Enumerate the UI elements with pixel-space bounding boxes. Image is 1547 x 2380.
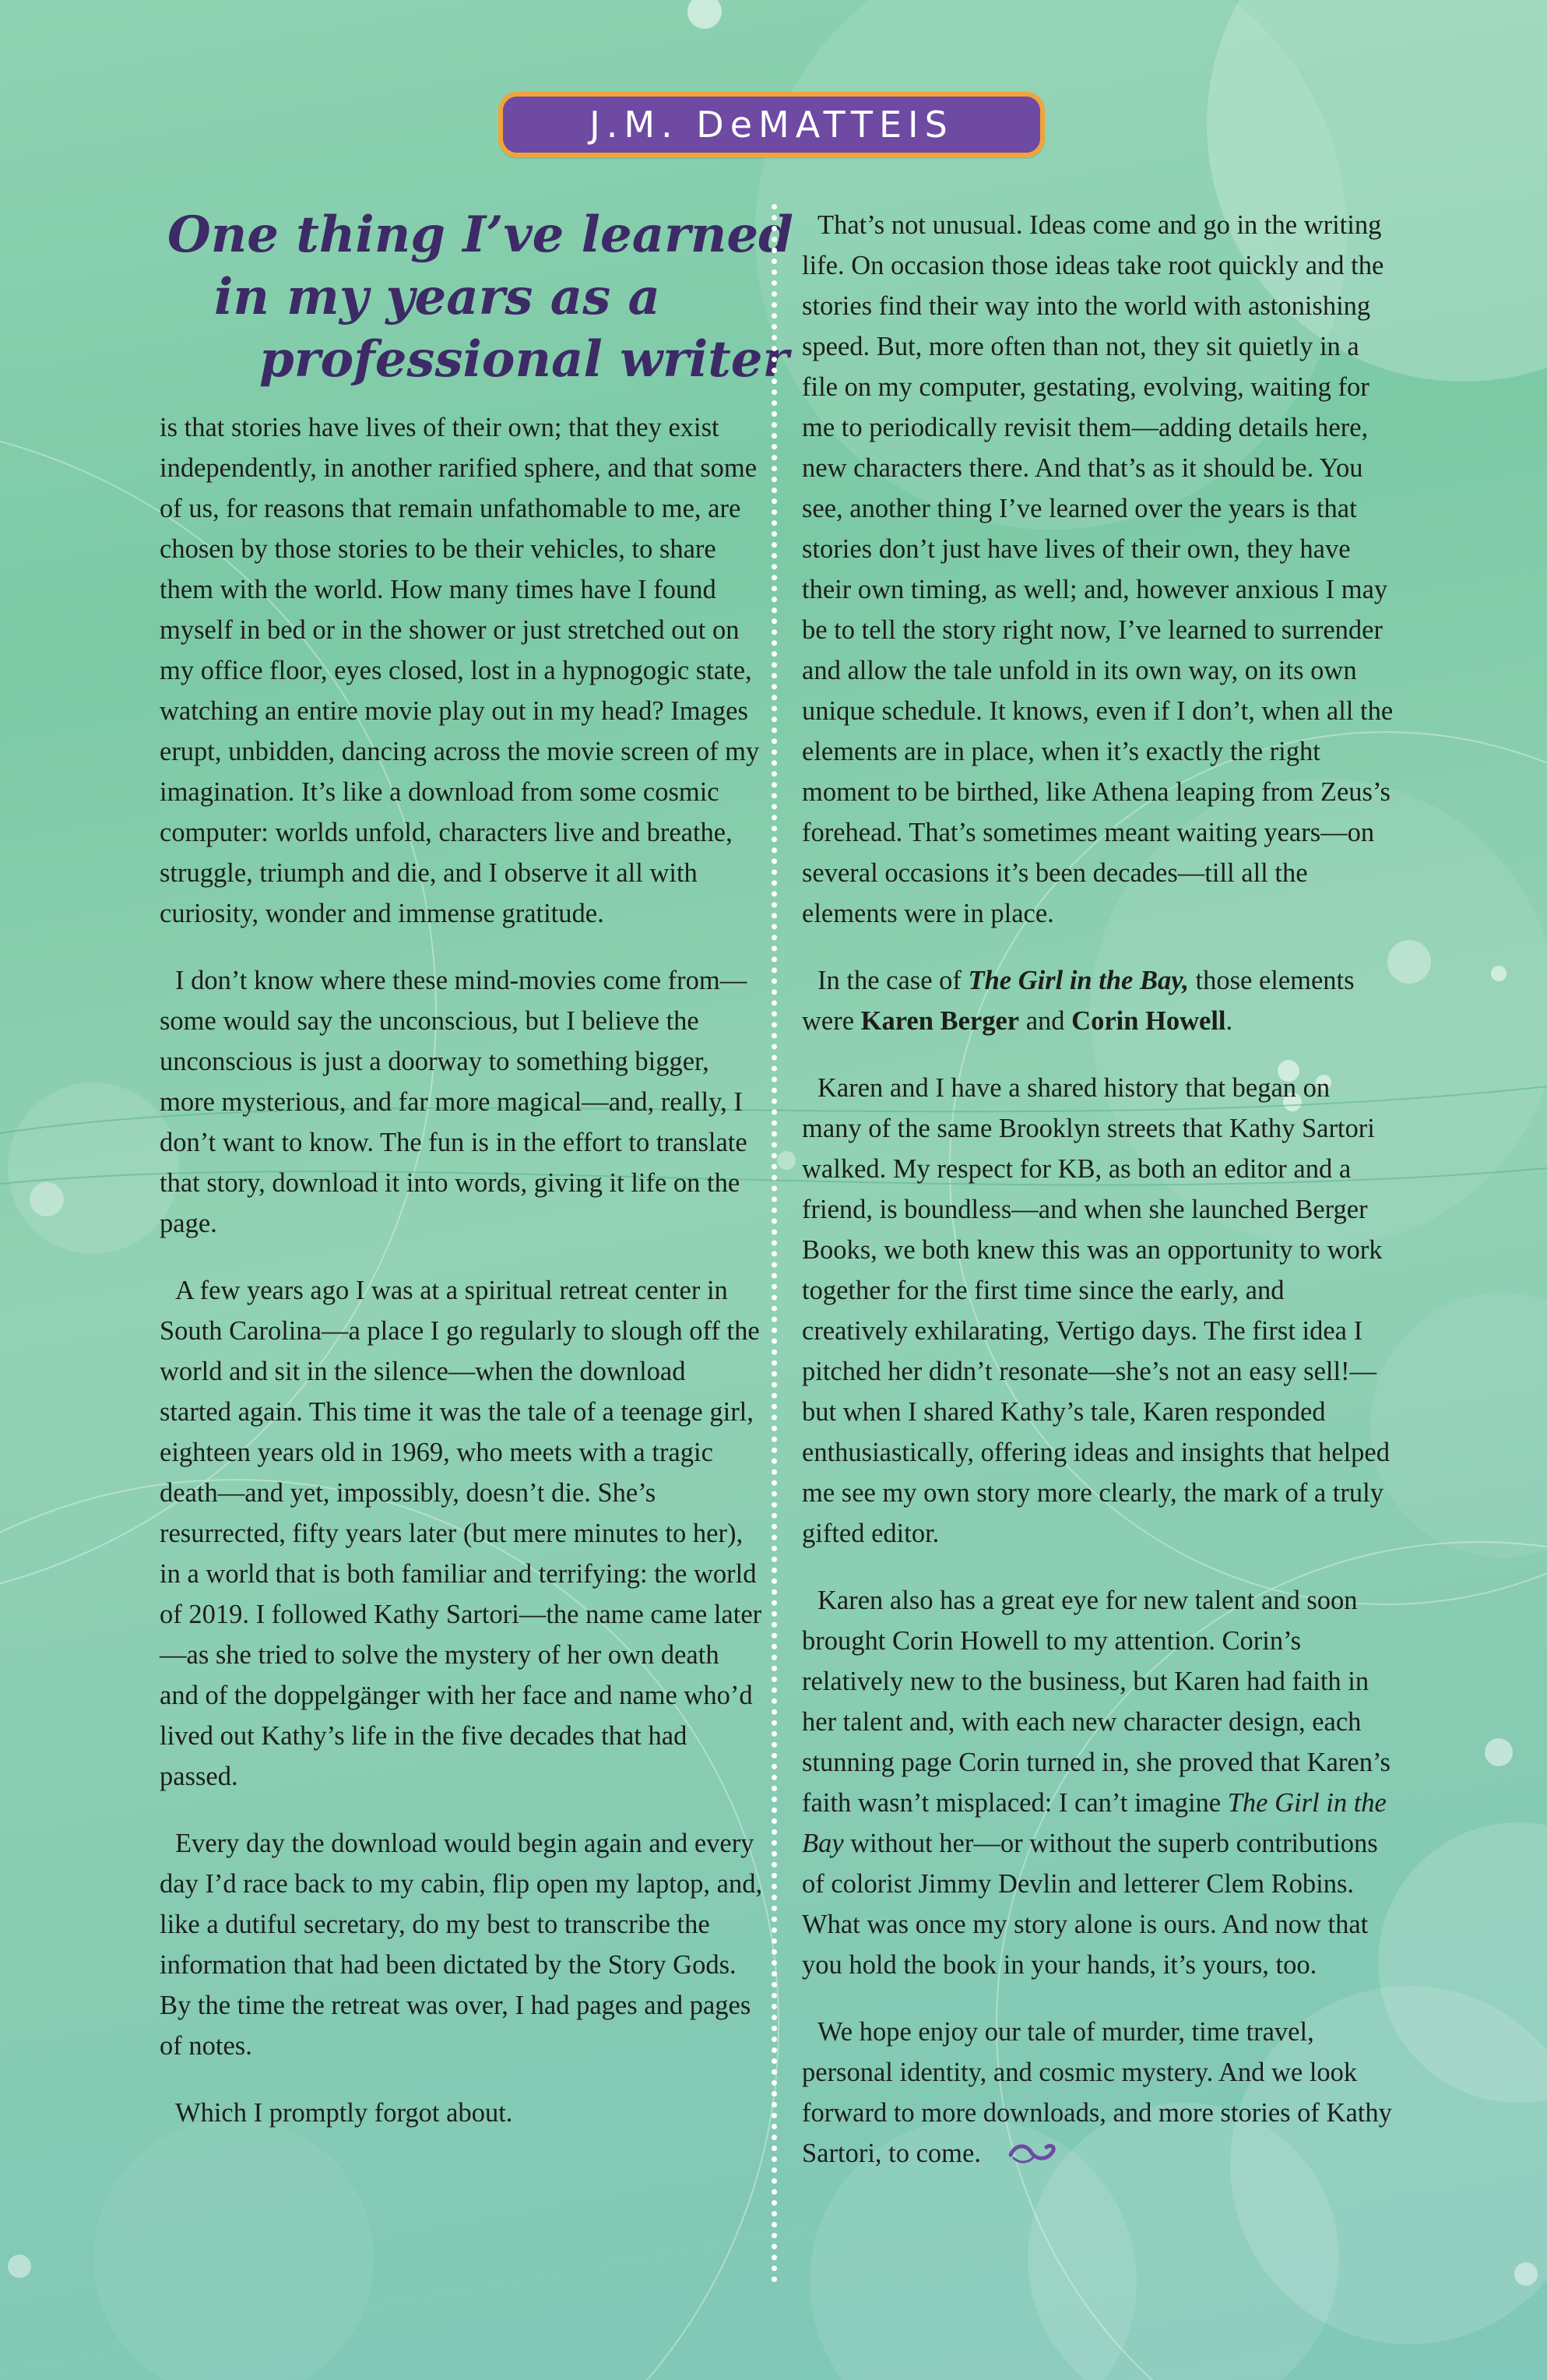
person-name: Karen Berger [860, 1006, 1020, 1036]
paragraph: I don’t know where these mind-movies come from—some would say the unconscious, but I believe the unconscious is just a doorway to something bigger, more mysterious, and far more magical—and, really, I don’t want to know. The fun is in the effort to translate that story, download it into words, giving it life on the page. [160, 966, 747, 1238]
paragraph: Every day the download would begin again and every day I’d race back to my cabin, flip open my laptop, and, like a dutiful secretary, do my best to transcribe the information that had been dictated by the Story Gods. By the time the retreat was over, I had pages and pages of notes. [160, 1829, 763, 2061]
person-name: Corin Howell [1071, 1006, 1226, 1036]
paragraph: Karen and I have a shared history that began on many of the same Brooklyn streets that Kathy Sartori walked. My respect for KB, as both an editor and a friend, is boundless—and when she launched Berger Books, we both knew this was an opportunity to work together for the first time since the early, and creatively exhilarating, Vertigo days. The first idea I pitched her didn’t resonate—she’s not an easy sell!—but when I shared Kathy’s tale, Karen responded enthusiastically, offering ideas and insights that helped me see my own story more clearly, the mark of a truly gifted editor. [802, 1073, 1390, 1548]
text-run: . [1225, 1006, 1233, 1036]
paragraph: Which I promptly forgot about. [175, 2098, 513, 2128]
paragraph [802, 1580, 1394, 1985]
paragraph [802, 960, 1394, 1041]
paragraph: A few years ago I was at a spiritual retreat center in South Carolina—a place I go regularly to slough off the world and sit in the silence—when the download started again. This time it was the tale of a teenage girl, eighteen years old in 1969, who meets with a tragic death—and yet, impossibly, doesn’t die. She’s resurrected, fifty years later (but mere minutes to her), in a world that is both familiar and terrifying: the world of 2019. I followed Kathy Sartori—the name came later—as she tried to solve the mystery of her own death and of the doppelgänger with her face and name who’d lived out Kathy’s life in the five decades that had passed. [160, 1276, 762, 1791]
paragraph: That’s not unusual. Ideas come and go in the writing life. On occasion those ideas take root quickly and the stories find their way into the world with astonishing speed. But, more often than not, they sit quietly in a file on my computer, gestating, evolving, waiting for me to periodically revisit them—adding details here, new characters there. And that’s as it should be. You see, another thing I’ve learned over the years is that stories don’t just have lives of their own, they have their own timing, as well; and, however anxious I may be to tell the story right now, I’ve learned to surrender and allow the tale unfold in its own way, on its own unique schedule. It knows, even if I don’t, when all the elements are in place, when it’s exactly the right moment to be birthed, like Athena leaping from Zeus’s forehead. That’s sometimes meant waiting years—on several occasions it’s been decades—till all the elements were in place. [802, 210, 1394, 928]
right-column [802, 205, 1394, 2202]
swirl-end-mark-icon [992, 2135, 1059, 2176]
author-name: J.M. DeMATTEIS [589, 104, 954, 146]
text-run: without her—or without the superb contributions of colorist Jimmy Devlin and letterer Clem Robins. What was once my story alone is ours. And now that you hold the book in your hands, it’s yours, too. [802, 1829, 1378, 1980]
book-title: The Girl in the Bay, [968, 966, 1189, 995]
pull-quote [167, 204, 793, 391]
text-run: and [1019, 1006, 1072, 1036]
text-run: those elements were [802, 966, 1355, 1036]
text-run: In the case of [817, 966, 969, 995]
book-title: The Girl in the Bay [802, 1788, 1387, 1858]
pull-quote-line: in my years as a [214, 268, 660, 326]
dotted-column-divider [772, 204, 777, 2283]
text-run: We hope enjoy our tale of murder, time travel, personal identity, and cosmic mystery. And we look forward to more downloads, and more stories of Kathy Sartori, to come. [802, 2017, 1392, 2168]
pull-quote-line: One thing I’ve learned [167, 206, 793, 264]
pull-quote-line: professional writer [259, 330, 789, 389]
left-column [160, 407, 763, 2160]
text-run: Karen also has a great eye for new talent and soon brought Corin Howell to my attention. Corin’s relatively new to the business, but Karen had faith in her talent and, with each new character design, each stunning page Corin turned in, she proved that Karen’s faith wasn’t misplaced: I can’t imagine [802, 1586, 1391, 1818]
author-title-banner [498, 92, 1045, 157]
paragraph [802, 2012, 1394, 2176]
paragraph: is that stories have lives of their own; that they exist independently, in another rarified sphere, and that some of us, for reasons that remain unfathomable to me, are chosen by those stories to be their vehicles, to share them with the world. How many times have I found myself in bed or in the shower or just stretched out on my office floor, eyes closed, lost in a hypnogogic state, watching an entire movie play out in my head? Images erupt, unbidden, dancing across the movie screen of my imagination. It’s like a download from some cosmic computer: worlds unfold, characters live and breathe, struggle, triumph and die, and I observe it all with curiosity, wonder and immense gratitude. [160, 413, 760, 928]
